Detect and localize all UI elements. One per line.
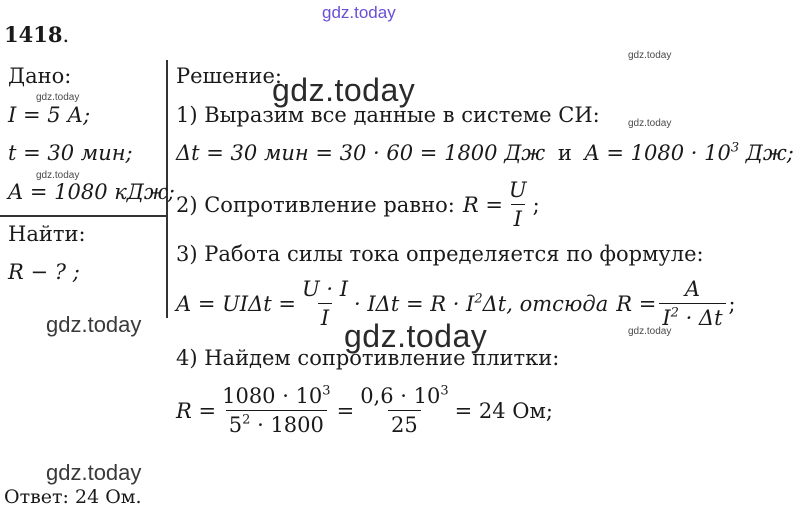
step4-f2-num: $0,6 \cdot 10^3$ (360, 383, 449, 408)
step4-f1-den: $5^2 \cdot 1800$ (226, 410, 327, 437)
step2-text: 2) Сопротивление равно: (176, 192, 455, 217)
step4-lhs: R = (176, 398, 217, 423)
given-find-divider (0, 215, 166, 217)
problem-number-dot: . (62, 23, 70, 47)
given-time: t = 30 мин; (8, 141, 133, 165)
step3-f1-den: I (318, 303, 332, 330)
step2-numerator: U (508, 178, 527, 202)
step3-fraction-2 (659, 277, 725, 330)
watermark-small-5: gdz.today (628, 326, 672, 337)
step2-line (176, 178, 540, 231)
watermark-small-4: gdz.today (628, 118, 672, 129)
given-current: I = 5 А; (8, 103, 91, 127)
step3-f2-num: A (684, 277, 701, 301)
problem-number (4, 22, 69, 47)
find-header: Найти: (8, 222, 86, 246)
step3-R: R = (616, 291, 657, 316)
find-line: R − ? ; (8, 260, 80, 284)
step4-f1-num: $1080 \cdot 10^3$ (222, 383, 331, 408)
step3-f2-den: $I^2 \cdot \Delta t$ (659, 303, 725, 330)
step3-end: ; (728, 291, 736, 316)
step3-lhs: A = UIΔt = (176, 291, 296, 316)
problem-number-value: 1418 (4, 22, 63, 47)
watermark-small-3: gdz.today (628, 50, 672, 61)
step4-f2-den: 25 (388, 410, 421, 437)
watermark-xl-1: gdz.today (272, 72, 416, 108)
step2-denominator: I (511, 204, 525, 231)
step4-result: = 24 Ом; (454, 398, 553, 423)
si-A: $A = 1080 \cdot 10^3$ Дж; (584, 140, 794, 165)
step3-f1-num: U · I (301, 277, 349, 301)
given-work: A = 1080 кДж; (8, 180, 175, 204)
step3-text: 3) Работа силы тока определяется по формуле: (176, 242, 704, 266)
step2-lhs: R = (462, 192, 503, 217)
given-header: Дано: (8, 64, 72, 88)
answer-line: Ответ: 24 Ом. (4, 486, 142, 508)
watermark-top: gdz.today (322, 3, 396, 22)
step4-text: 4) Найдем сопротивление плитки: (176, 346, 560, 370)
si-dt: Δt = 30 мин = 30 · 60 = 1800 Дж (176, 141, 546, 165)
step3-mid: · $I\Delta t = R \cdot I^2\Delta t$, отсюда (354, 291, 609, 316)
step4-fraction-2 (357, 384, 451, 437)
step4-fraction-1 (219, 384, 333, 437)
watermark-small-1: gdz.today (36, 92, 80, 103)
si-conversion-line (176, 141, 794, 165)
step1-text: 1) Выразим все данные в системе СИ: (176, 103, 600, 127)
watermark-xl-2: gdz.today (344, 318, 488, 354)
step2-end: ; (532, 192, 540, 217)
step2-fraction (506, 178, 530, 231)
solution-header: Решение: (176, 64, 283, 88)
si-and: и (557, 141, 572, 165)
step4-formula (176, 384, 553, 437)
step4-equals: = (336, 398, 355, 423)
watermark-large-1: gdz.today (46, 312, 142, 337)
watermark-large-2: gdz.today (46, 460, 142, 485)
watermark-small-2: gdz.today (36, 170, 80, 181)
